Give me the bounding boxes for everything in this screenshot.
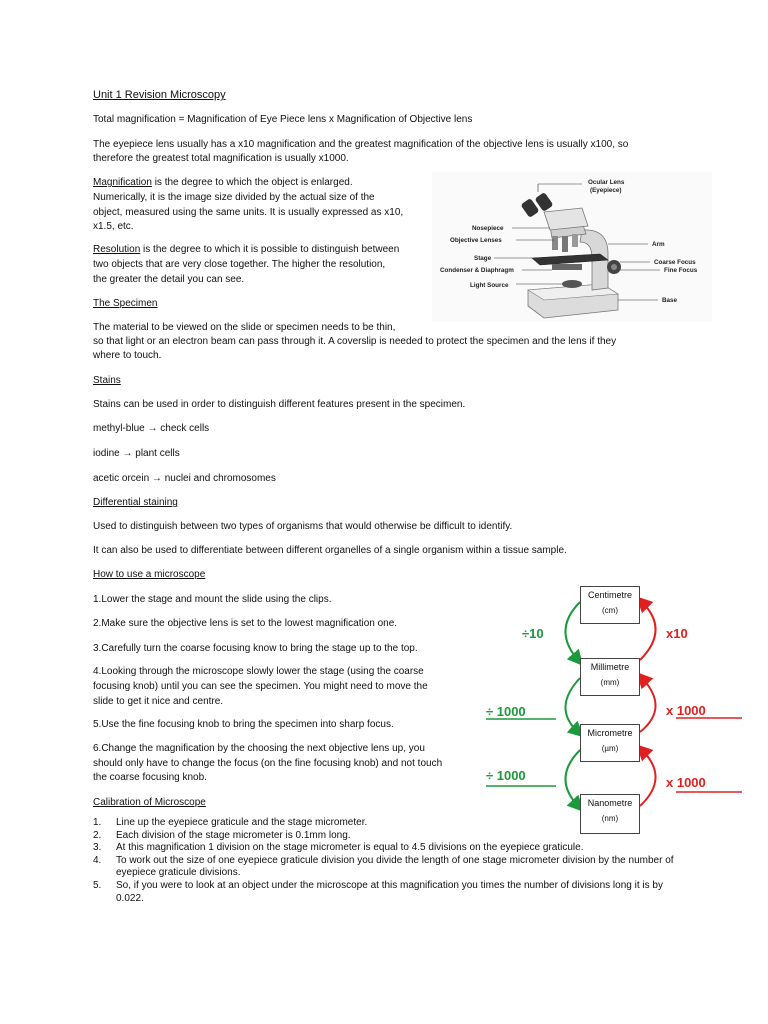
howto-step6-line2: should only have to change the focus (on the fine focusing knob) and not touch xyxy=(93,758,443,769)
differential-line2: It can also be used to differentiate between different organelles of a single organism within a tissue sample. xyxy=(93,545,567,556)
howto-step4-line1: 4.Looking through the microscope slowly lower the stage (using the coarse xyxy=(93,666,424,677)
unit-box-nanometre: Nanometre (nm) xyxy=(580,794,640,834)
label-ocular-sub: (Eyepiece) xyxy=(590,187,622,194)
howto-step2: 2.Make sure the objective lens is set to the lowest magnification one. xyxy=(93,618,398,629)
divide-10-label: ÷10 xyxy=(522,626,544,641)
stain-item: methyl-blue → check cells xyxy=(93,423,210,434)
howto-step1: 1.Lower the stage and mount the slide using the clips. xyxy=(93,594,332,605)
differential-heading: Differential staining xyxy=(93,497,178,508)
unit-box-micrometre: Micrometre (µm) xyxy=(580,724,640,762)
page-title: Unit 1 Revision Microscopy xyxy=(93,89,226,101)
label-condenser: Condenser & Diaphragm xyxy=(440,267,514,274)
magnification-line2: Numerically, it is the image size divided by the actual size of the xyxy=(93,192,375,203)
label-arm: Arm xyxy=(652,241,665,248)
howto-step5: 5.Use the fine focusing knob to bring the specimen into sharp focus. xyxy=(93,719,394,730)
eyepiece-text-line1: The eyepiece lens usually has a x10 magnification and the greatest magnification of the objective lens is usually x100, so xyxy=(93,139,629,150)
arrow-right-icon: → xyxy=(147,423,158,434)
resolution-line1 xyxy=(93,242,399,257)
magnification-definition: is the degree to which the object is enlarged. xyxy=(151,177,353,188)
unit-box-centimetre: Centimetre (cm) xyxy=(580,586,640,624)
howto-step6-line1: 6.Change the magnification by the choosing the next objective lens up, you xyxy=(93,743,425,754)
calibration-heading: Calibration of Microscope xyxy=(93,797,206,808)
list-item: 3. At this magnification 1 division on the stage micrometer is equal to 4.5 divisions on the eyepiece graticule. xyxy=(93,842,584,854)
list-item: 5. So, if you were to look at an object under the microscope at this magnification you times the number of divisions long it is by 0.022. xyxy=(93,879,663,904)
resolution-term: Resolution xyxy=(93,244,141,255)
specimen-heading: The Specimen xyxy=(93,298,158,309)
magnification-line1 xyxy=(93,175,353,190)
total-magnification-formula: Total magnification = Magnification of Eye Piece lens x Magnification of Objective lens xyxy=(93,114,473,125)
eyepiece-text-line2: therefore the greatest total magnification is usually x1000. xyxy=(93,153,349,164)
specimen-line3: where to touch. xyxy=(93,350,162,361)
microscope-diagram xyxy=(432,172,712,322)
list-item: 4. To work out the size of one eyepiece graticule division you divide the length of one stage micrometer division by the number of eyepiece graticule divisions. xyxy=(93,854,674,879)
howto-step3: 3.Carefully turn the coarse focusing know to bring the stage up to the top. xyxy=(93,643,418,654)
label-coarse-focus: Coarse Focus xyxy=(654,259,696,266)
label-ocular: Ocular Lens xyxy=(588,179,625,186)
howto-heading: How to use a microscope xyxy=(93,569,206,580)
howto-step4-line2: focusing knob) until you can see the specimen. You might need to move the xyxy=(93,681,428,692)
stains-heading: Stains xyxy=(93,375,121,386)
list-item: 1. Line up the eyepiece graticule and the stage micrometer. xyxy=(93,817,368,828)
stain-item: acetic orcein → nuclei and chromosomes xyxy=(93,473,276,484)
specimen-line1: The material to be viewed on the slide or specimen needs to be thin, xyxy=(93,322,396,333)
label-nosepiece: Nosepiece xyxy=(472,225,504,232)
label-objective: Objective Lenses xyxy=(450,237,502,244)
stain-item: iodine → plant cells xyxy=(93,448,180,459)
differential-line1: Used to distinguish between two types of organisms that would otherwise be difficult to identify. xyxy=(93,521,513,532)
multiply-1000-label: x 1000 xyxy=(666,703,706,718)
multiply-1000-label: x 1000 xyxy=(666,775,706,790)
label-stage: Stage xyxy=(474,255,492,262)
divide-1000-label: ÷ 1000 xyxy=(486,704,526,719)
howto-step6-line3: the coarse focusing knob. xyxy=(93,772,207,783)
label-base: Base xyxy=(662,297,678,304)
label-fine-focus: Fine Focus xyxy=(664,267,698,274)
unit-box-millimetre: Millimetre (mm) xyxy=(580,658,640,696)
divide-1000-label: ÷ 1000 xyxy=(486,768,526,783)
resolution-line3: the greater the detail you can see. xyxy=(93,274,245,285)
resolution-definition: is the degree to which it is possible to distinguish between xyxy=(140,244,400,255)
list-item: 2. Each division of the stage micrometer is 0.1mm long. xyxy=(93,829,351,841)
resolution-line2: two objects that are very close together. The higher the resolution, xyxy=(93,259,386,270)
multiply-10-label: x10 xyxy=(666,626,688,641)
label-light-source: Light Source xyxy=(470,282,509,289)
specimen-line2: so that light or an electron beam can pass through it. A coverslip is needed to protect the specimen and the lens if they xyxy=(93,336,617,347)
howto-step4-line3: slide to get it nice and centre. xyxy=(93,696,224,707)
magnification-term: Magnification xyxy=(93,177,152,188)
magnification-line3: object, measured using the same units. It is usually expressed as x10, xyxy=(93,207,404,218)
unit-conversion-diagram xyxy=(480,584,750,840)
arrow-right-icon: → xyxy=(151,473,162,484)
magnification-line4: x1.5, etc. xyxy=(93,221,134,232)
stains-intro: Stains can be used in order to distinguish different features present in the specimen. xyxy=(93,399,466,410)
arrow-right-icon: → xyxy=(122,448,133,459)
